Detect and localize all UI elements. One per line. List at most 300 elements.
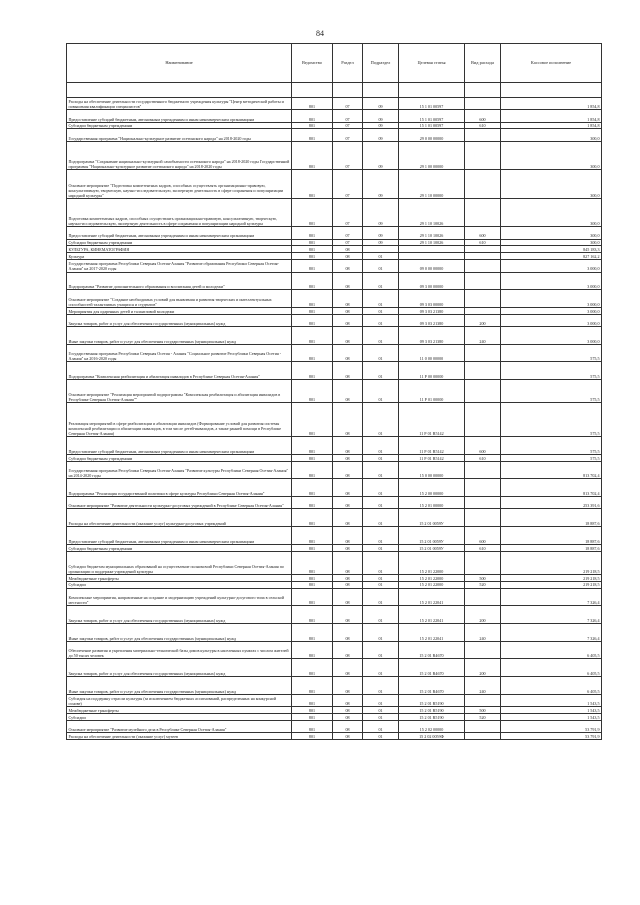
row-section: 08 <box>333 260 363 272</box>
row-ministry: 801 <box>292 588 333 606</box>
page-number: 84 <box>316 29 324 38</box>
table-row <box>67 544 602 551</box>
row-amount: 1 854,8 <box>501 122 602 129</box>
row-amount: 3 000,0 <box>501 272 602 290</box>
row-section: 08 <box>333 314 363 326</box>
table-row <box>67 227 602 239</box>
table-row <box>67 403 602 437</box>
row-target-article: 15 2 00 00000 <box>399 479 465 497</box>
row-amount: 827 162,2 <box>501 253 602 260</box>
row-expense-type <box>465 509 501 527</box>
row-ministry: 801 <box>292 581 333 588</box>
row-ministry: 801 <box>292 253 333 260</box>
row-section: 08 <box>333 380 363 403</box>
row-ministry: 801 <box>292 272 333 290</box>
row-ministry: 801 <box>292 606 333 624</box>
row-subsection: 01 <box>363 437 399 455</box>
row-subsection: 09 <box>363 239 399 246</box>
header-subsection: Подраздел <box>363 44 399 83</box>
row-amount: 300,0 <box>501 129 602 141</box>
row-ministry: 801 <box>292 659 333 677</box>
row-section: 08 <box>333 509 363 527</box>
row-amount: 575,5 <box>501 437 602 455</box>
row-ministry: 801 <box>292 733 333 740</box>
table-row <box>67 588 602 606</box>
table-row <box>67 380 602 403</box>
row-target-article: 29 1 00 00000 <box>399 141 465 170</box>
row-target-article: 15 2 01 0059У <box>399 544 465 551</box>
row-section: 08 <box>333 253 363 260</box>
row-amount: 1 543,5 <box>501 706 602 713</box>
row-section: 08 <box>333 544 363 551</box>
row-target-article: 15 2 01 22000 <box>399 551 465 574</box>
row-name: Основное мероприятие "Реализация мероприятий подпрограммы "Комплексная реабилитация и абилитация инвалидов в Республике Северная Осетия-Алания"" <box>67 380 292 403</box>
row-name: Закупка товаров, работ и услуг для обеспечения государственных (муниципальных) нужд <box>67 659 292 677</box>
table-row <box>67 170 602 199</box>
row-expense-type: 600 <box>465 527 501 545</box>
row-expense-type: 610 <box>465 122 501 129</box>
row-ministry: 801 <box>292 141 333 170</box>
row-section: 08 <box>333 479 363 497</box>
row-expense-type: 610 <box>465 454 501 461</box>
row-ministry: 801 <box>292 198 333 227</box>
row-amount: 18 887,6 <box>501 544 602 551</box>
row-ministry: 801 <box>292 454 333 461</box>
row-subsection: 01 <box>363 713 399 720</box>
row-subsection: 09 <box>363 141 399 170</box>
row-amount: 845 183,3 <box>501 246 602 253</box>
table-row <box>67 551 602 574</box>
row-amount: 813 702,4 <box>501 479 602 497</box>
row-target-article: 15 2 01 0059У <box>399 509 465 527</box>
row-expense-type: 600 <box>465 437 501 455</box>
row-target-article: 15 2 01 R4670 <box>399 641 465 659</box>
table-row <box>67 344 602 362</box>
table-row <box>67 260 602 272</box>
row-expense-type: 600 <box>465 110 501 122</box>
row-target-article: 15 1 01 00597 <box>399 110 465 122</box>
row-expense-type <box>465 380 501 403</box>
row-name: Подпрограмма "Реализация государственной политики в сфере культуры Республики Северная Осетия-Алания" <box>67 479 292 497</box>
row-section: 08 <box>333 344 363 362</box>
row-section: 07 <box>333 110 363 122</box>
header-ministry: Ведомство <box>292 44 333 83</box>
row-target-article: 15 2 01 22041 <box>399 588 465 606</box>
table-row <box>67 437 602 455</box>
table-row <box>67 706 602 713</box>
row-ministry: 801 <box>292 246 333 253</box>
row-amount: 6 405,5 <box>501 659 602 677</box>
table-row <box>67 497 602 509</box>
row-subsection <box>363 246 399 253</box>
row-section: 07 <box>333 170 363 199</box>
row-amount: 575,5 <box>501 344 602 362</box>
row-ministry: 801 <box>292 307 333 314</box>
row-subsection: 09 <box>363 170 399 199</box>
header-cash-execution: Кассовое исполнение <box>501 44 602 83</box>
row-target-article: 09 0 00 00000 <box>399 260 465 272</box>
row-name: Субсидии бюджетным учреждениям <box>67 122 292 129</box>
row-name: Закупка товаров, работ и услуг для обеспечения государственных (муниципальных) нужд <box>67 606 292 624</box>
row-amount: 1 854,8 <box>501 110 602 122</box>
row-target-article <box>399 253 465 260</box>
row-name: Государственная программа Республики Северная Осетия-Алания "Развитие культуры Республики Северная Осетия-Алания" на 2014-2020 годы <box>67 461 292 479</box>
row-target-article: 15 2 01 R4670 <box>399 676 465 694</box>
row-subsection: 09 <box>363 110 399 122</box>
table-row <box>67 327 602 345</box>
row-section: 08 <box>333 694 363 706</box>
row-expense-type: 240 <box>465 623 501 641</box>
row-expense-type <box>465 129 501 141</box>
row-expense-type <box>465 272 501 290</box>
row-section: 07 <box>333 227 363 239</box>
row-section: 08 <box>333 290 363 308</box>
row-ministry: 801 <box>292 314 333 326</box>
row-section: 08 <box>333 527 363 545</box>
row-ministry: 801 <box>292 720 333 732</box>
row-expense-type: 200 <box>465 606 501 624</box>
row-subsection: 01 <box>363 272 399 290</box>
row-expense-type: 610 <box>465 239 501 246</box>
row-ministry: 801 <box>292 461 333 479</box>
header-target-article: Целевая статья <box>399 44 465 83</box>
row-expense-type: 500 <box>465 706 501 713</box>
row-expense-type <box>465 362 501 380</box>
row-section: 08 <box>333 307 363 314</box>
table-row <box>67 454 602 461</box>
row-subsection: 01 <box>363 380 399 403</box>
row-name: Субсидии бюджетам муниципальных образований на осуществление полномочий Республики Северная Осетия-Алания по организации и поддержке учреждений культуры <box>67 551 292 574</box>
table-row <box>67 461 602 479</box>
row-subsection: 09 <box>363 122 399 129</box>
row-expense-type <box>465 403 501 437</box>
row-ministry: 801 <box>292 290 333 308</box>
row-expense-type <box>465 551 501 574</box>
row-subsection: 01 <box>363 733 399 740</box>
row-target-article: 15 2 02 0059Ф <box>399 733 465 740</box>
row-section: 08 <box>333 403 363 437</box>
row-amount: 3 000,0 <box>501 290 602 308</box>
row-target-article: 09 3 00 00000 <box>399 272 465 290</box>
row-section: 08 <box>333 497 363 509</box>
row-expense-type <box>465 588 501 606</box>
row-subsection: 01 <box>363 544 399 551</box>
row-ministry: 801 <box>292 623 333 641</box>
spacer-cell <box>501 83 602 98</box>
row-subsection: 01 <box>363 588 399 606</box>
row-amount: 300,0 <box>501 141 602 170</box>
row-expense-type <box>465 246 501 253</box>
spacer-cell <box>363 83 399 98</box>
row-name: КУЛЬТУРА, КИНЕМАТОГРАФИЯ <box>67 246 292 253</box>
header-section: Раздел <box>333 44 363 83</box>
row-expense-type: 200 <box>465 314 501 326</box>
row-name: Иные закупки товаров, работ и услуг для обеспечения государственных (муниципальных) нужд <box>67 623 292 641</box>
row-target-article: 11 Р 01 R5142 <box>399 403 465 437</box>
header-name: Наименование <box>67 44 292 83</box>
table-row <box>67 713 602 720</box>
table-row <box>67 509 602 527</box>
row-name: Закупка товаров, работ и услуг для обеспечения государственных (муниципальных) нужд <box>67 314 292 326</box>
row-ministry: 801 <box>292 694 333 706</box>
row-amount: 219 218,5 <box>501 581 602 588</box>
row-expense-type <box>465 170 501 199</box>
row-ministry: 801 <box>292 403 333 437</box>
table-row <box>67 122 602 129</box>
table-row <box>67 272 602 290</box>
row-target-article: 15 2 01 0059У <box>399 527 465 545</box>
row-name: Комплексные мероприятия, направленные на создание и модернизацию учреждений культурно-досугового типа в сельской местности" <box>67 588 292 606</box>
row-name: Основное мероприятие "Развитие деятельности культурно-досуговых учреждений в Республике Северная Осетия-Алания" <box>67 497 292 509</box>
row-amount: 300,0 <box>501 198 602 227</box>
table-row <box>67 98 602 110</box>
row-ministry: 801 <box>292 327 333 345</box>
row-ministry: 801 <box>292 362 333 380</box>
row-amount: 300,0 <box>501 170 602 199</box>
row-amount: 219 218,5 <box>501 574 602 581</box>
row-amount: 53 791,9 <box>501 720 602 732</box>
row-amount: 3 000,0 <box>501 314 602 326</box>
row-ministry: 801 <box>292 129 333 141</box>
row-target-article: 15 2 02 00000 <box>399 720 465 732</box>
row-amount: 1 543,5 <box>501 694 602 706</box>
row-target-article: 15 1 01 00597 <box>399 122 465 129</box>
row-amount: 1 543,5 <box>501 713 602 720</box>
row-name: Основное мероприятие "Развитие музейного дела в Республике Северная Осетия-Алания" <box>67 720 292 732</box>
table-row <box>67 720 602 732</box>
row-ministry: 801 <box>292 239 333 246</box>
table-row <box>67 362 602 380</box>
row-ministry: 801 <box>292 380 333 403</box>
row-subsection: 01 <box>363 344 399 362</box>
row-name: Обеспечение развития и укрепления материально-технической базы домов культуры в населенных пунктах с числом жителей до 50 тысяч человек <box>67 641 292 659</box>
row-section: 08 <box>333 588 363 606</box>
row-ministry: 801 <box>292 676 333 694</box>
row-section: 08 <box>333 706 363 713</box>
row-amount: 300,0 <box>501 227 602 239</box>
row-ministry: 801 <box>292 98 333 110</box>
row-subsection: 09 <box>363 227 399 239</box>
table-row <box>67 641 602 659</box>
row-subsection: 01 <box>363 327 399 345</box>
row-amount: 253 391,6 <box>501 497 602 509</box>
row-subsection: 01 <box>363 574 399 581</box>
row-target-article: 15 2 01 00000 <box>399 497 465 509</box>
row-amount: 53 791,9 <box>501 733 602 740</box>
row-section: 08 <box>333 713 363 720</box>
table-row <box>67 527 602 545</box>
row-target-article <box>399 246 465 253</box>
table-body <box>67 83 602 740</box>
row-subsection: 01 <box>363 659 399 677</box>
row-target-article: 29 1 10 10026 <box>399 227 465 239</box>
row-amount: 3 000,0 <box>501 260 602 272</box>
row-section: 07 <box>333 129 363 141</box>
row-name: Основное мероприятие "Создание необходимых условий для выявления и развития творческих и интеллектуальных способностей талантливых учащихся и студентов" <box>67 290 292 308</box>
row-section: 08 <box>333 327 363 345</box>
row-section: 08 <box>333 733 363 740</box>
row-amount: 7 326,4 <box>501 606 602 624</box>
row-amount: 575,5 <box>501 403 602 437</box>
row-section: 08 <box>333 720 363 732</box>
row-expense-type <box>465 461 501 479</box>
row-section: 08 <box>333 574 363 581</box>
row-expense-type <box>465 98 501 110</box>
row-name: Субсидии <box>67 581 292 588</box>
table-row <box>67 307 602 314</box>
row-target-article: 15 2 01 22041 <box>399 606 465 624</box>
row-name: Подпрограмма "Сохранение национально-культурной самобытности осетинского народа" на 2018-2020 годы Государственной программы "Национально-культурное развитие осетинского народа" на 2018-2020 годы <box>67 141 292 170</box>
row-amount: 219 218,5 <box>501 551 602 574</box>
row-target-article: 15 2 01 R5190 <box>399 694 465 706</box>
row-expense-type <box>465 141 501 170</box>
row-subsection: 01 <box>363 641 399 659</box>
row-name: Иные закупки товаров, работ и услуг для обеспечения государственных (муниципальных) нужд <box>67 327 292 345</box>
table-row <box>67 659 602 677</box>
row-target-article: 15 1 01 00597 <box>399 98 465 110</box>
row-expense-type <box>465 253 501 260</box>
row-subsection: 01 <box>363 497 399 509</box>
row-target-article: 11 Р 01 00000 <box>399 380 465 403</box>
row-section: 08 <box>333 461 363 479</box>
row-name: Подготовка компетентных кадров, способных осуществлять организационно-правовую, консультативную, творческую, научно-исследовательскую, экспертную деятельность в сфере сохранения и популяризации народной культуры <box>67 198 292 227</box>
row-section: 08 <box>333 272 363 290</box>
row-ministry: 801 <box>292 344 333 362</box>
row-subsection: 01 <box>363 551 399 574</box>
row-name: Субсидии бюджетным учреждениям <box>67 454 292 461</box>
row-amount: 300,0 <box>501 239 602 246</box>
row-section: 07 <box>333 98 363 110</box>
row-name: Государственная программа "Национально-культурное развитие осетинского народа" на 2018-2020 годы <box>67 129 292 141</box>
row-name: Субсидии бюджетным учреждениям <box>67 239 292 246</box>
row-expense-type: 200 <box>465 659 501 677</box>
row-subsection: 01 <box>363 720 399 732</box>
row-expense-type: 500 <box>465 574 501 581</box>
row-subsection: 09 <box>363 198 399 227</box>
table-row <box>67 623 602 641</box>
row-name: Предоставление субсидий бюджетным, автономным учреждениям и иным некоммерческим организациям <box>67 527 292 545</box>
table-header-row <box>67 44 602 83</box>
spacer-cell <box>292 83 333 98</box>
budget-table <box>66 43 602 740</box>
row-target-article: 09 3 03 21380 <box>399 314 465 326</box>
table-row <box>67 141 602 170</box>
row-ministry: 801 <box>292 227 333 239</box>
spacer-cell <box>67 83 292 98</box>
row-expense-type: 520 <box>465 713 501 720</box>
table-row <box>67 606 602 624</box>
row-target-article: 29 1 10 10026 <box>399 239 465 246</box>
spacer-cell <box>399 83 465 98</box>
row-subsection: 01 <box>363 479 399 497</box>
row-target-article: 09 3 03 21380 <box>399 307 465 314</box>
row-section: 08 <box>333 581 363 588</box>
row-name: Культура <box>67 253 292 260</box>
row-subsection: 01 <box>363 676 399 694</box>
table-row <box>67 198 602 227</box>
row-subsection: 01 <box>363 403 399 437</box>
row-name: Расходы на обеспечение деятельности (оказание услуг) музеев <box>67 733 292 740</box>
row-name: Государственная программа Республики Северная Осетия-Алания "Развитие образования Республики Северная Осетия-Алания" на 2017-2020 годы <box>67 260 292 272</box>
row-ministry: 801 <box>292 527 333 545</box>
table-row <box>67 239 602 246</box>
table-row <box>67 253 602 260</box>
row-name: Расходы на обеспечение деятельности государственного бюджетного учреждения культуры "Центр методической работы и повышения квалификации специалистов" <box>67 98 292 110</box>
row-expense-type <box>465 307 501 314</box>
row-subsection: 01 <box>363 307 399 314</box>
row-section: 07 <box>333 239 363 246</box>
row-name: Субсидии <box>67 713 292 720</box>
row-amount: 18 887,6 <box>501 509 602 527</box>
table-row <box>67 129 602 141</box>
row-amount: 6 405,5 <box>501 676 602 694</box>
spacer-cell <box>465 83 501 98</box>
row-section: 08 <box>333 362 363 380</box>
row-amount: 575,5 <box>501 362 602 380</box>
row-expense-type <box>465 479 501 497</box>
row-name: Подпрограмма "Комплексная реабилитация и абилитация инвалидов в Республике Северная Осетия-Алания" <box>67 362 292 380</box>
row-subsection: 01 <box>363 527 399 545</box>
row-target-article: 29 1 10 00000 <box>399 170 465 199</box>
row-name: Основное мероприятие "Подготовка компетентных кадров, способных осуществлять организационно-правовую, консультативную, творческую, научно-исследовательскую, экспертную деятельность в сфере сохранения и популяризации народной культуры" <box>67 170 292 199</box>
row-ministry: 801 <box>292 574 333 581</box>
row-expense-type <box>465 198 501 227</box>
row-subsection: 01 <box>363 706 399 713</box>
table-row <box>67 314 602 326</box>
table-row <box>67 290 602 308</box>
row-name: Предоставление субсидий бюджетным, автономным учреждениям и иным некоммерческим организациям <box>67 110 292 122</box>
table-row <box>67 733 602 740</box>
row-subsection: 01 <box>363 454 399 461</box>
row-amount: 575,5 <box>501 380 602 403</box>
row-target-article: 15 2 01 R4670 <box>399 659 465 677</box>
row-expense-type <box>465 344 501 362</box>
row-amount: 813 702,4 <box>501 461 602 479</box>
table-row <box>67 694 602 706</box>
table-row <box>67 574 602 581</box>
row-section: 07 <box>333 141 363 170</box>
row-subsection: 09 <box>363 98 399 110</box>
row-target-article: 15 2 01 22000 <box>399 581 465 588</box>
row-target-article: 11 Р 01 R5142 <box>399 454 465 461</box>
row-expense-type: 240 <box>465 676 501 694</box>
row-amount: 7 326,4 <box>501 588 602 606</box>
row-subsection: 09 <box>363 129 399 141</box>
row-section: 08 <box>333 676 363 694</box>
row-expense-type <box>465 733 501 740</box>
row-target-article: 15 2 01 R5190 <box>399 713 465 720</box>
row-subsection: 01 <box>363 581 399 588</box>
row-subsection: 01 <box>363 290 399 308</box>
table-row <box>67 110 602 122</box>
row-subsection: 01 <box>363 253 399 260</box>
row-expense-type: 600 <box>465 227 501 239</box>
row-ministry: 801 <box>292 110 333 122</box>
row-section: 08 <box>333 641 363 659</box>
row-name: Подпрограмма "Развитие дополнительного образования и воспитания детей и молодежи" <box>67 272 292 290</box>
row-expense-type: 610 <box>465 544 501 551</box>
table-row <box>67 479 602 497</box>
row-section: 07 <box>333 198 363 227</box>
row-section: 08 <box>333 246 363 253</box>
table-row <box>67 581 602 588</box>
row-ministry: 801 <box>292 437 333 455</box>
row-expense-type <box>465 641 501 659</box>
row-name: Предоставление субсидий бюджетным, автономным учреждениям и иным некоммерческим организациям <box>67 227 292 239</box>
row-target-article: 29 0 00 00000 <box>399 129 465 141</box>
row-target-article: 11 Р 01 R5142 <box>399 437 465 455</box>
row-target-article: 09 3 03 00000 <box>399 290 465 308</box>
